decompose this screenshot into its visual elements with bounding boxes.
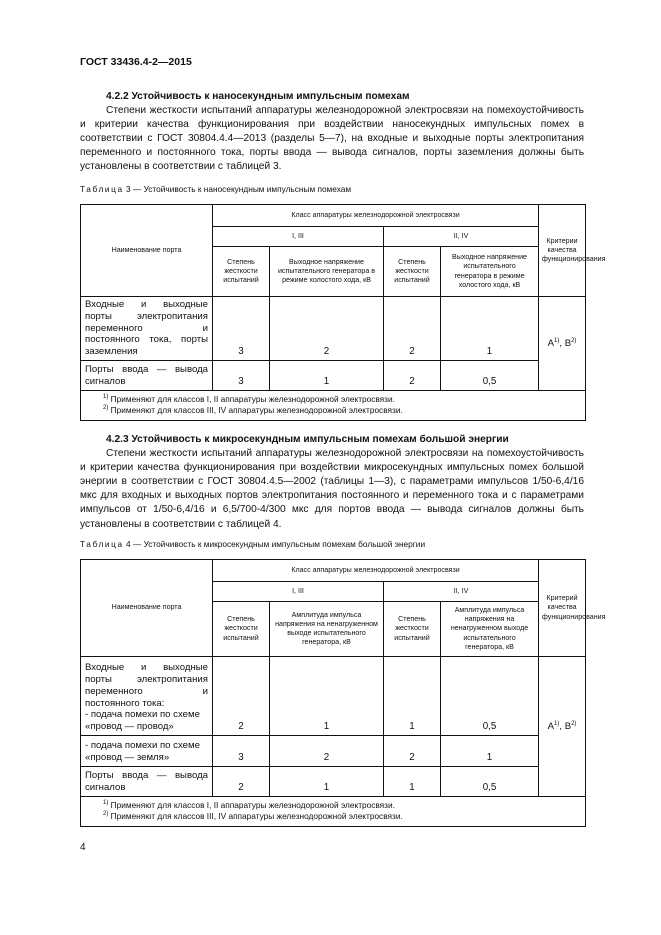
caption-text: 3 — Устойчивость к наносекундным импульсным помехам [126,184,352,194]
col-header-degree: Степень жесткости испытаний [384,247,441,297]
table-row [81,360,586,390]
cell-value: 1 [270,657,384,736]
section-heading: 4.2.2 Устойчивость к наносекундным импульсным помехам [106,91,410,102]
col-header-class: Класс аппаратуры железнодорожной электросвязи [213,560,539,582]
section-paragraph: Степени жесткости испытаний аппаратуры железнодорожной электросвязи на помехоустойчивость и критерии качества функционирования при воздействии микросекундных импульсных помех большой энергии в соответствии с ГОСТ 30804.4.5—2002 (таблицы 1—3), с параметрами импульсов 1/50-6,4/16 мкс для входных и выходных портов электропитания постоянного и переменного тока и с параметрами импульсов от 1/50-6,4/16 и 6,5/700-4/300 мкс для портов ввода — вывода сигналов должны быть установлены в соответствии с таблицей 4. [80,448,584,530]
col-header-port: Наименование порта [81,560,213,657]
class-group-2: II, IV [384,582,539,602]
col-header-voltage: Выходное напряжение испытательного генератора в режиме холостого хода, кВ [441,247,539,297]
section-4-2-2 [80,90,584,175]
cell-value: 1 [384,657,441,736]
cell-value: 0,5 [441,657,539,736]
cell-value: 1 [270,767,384,797]
col-header-degree: Степень жесткости испытаний [384,602,441,657]
caption-word: Таблица [80,539,124,549]
cell-value: 3 [213,736,270,767]
criteria-cell: $A^{1)}$, $B^{2)}$ [539,297,586,391]
class-group-1: I, III [213,582,384,602]
port-name: Входные и выходные порты электропитания переменного и постоянного тока: - подача помехи по схеме «провод — провод» [81,657,213,736]
criteria-cell: $A^{1)}$, $B^{2)}$ [539,657,586,797]
col-header-criteria: Критерий качества функционирования [539,560,586,657]
cell-value: 0,5 [441,360,539,390]
section-heading: 4.2.3 Устойчивость к микросекундным импульсным помехам большой энергии [106,434,509,445]
table-footnotes [81,797,586,827]
table-row [81,297,586,361]
cell-value: 3 [213,360,270,390]
footnote-1: $^{1)}$ Применяют для классов I, II аппаратуры железнодорожной электросвязи. [103,393,395,404]
port-name: - подача помехи по схеме «провод — земля» [81,736,213,767]
table4-caption [80,539,425,549]
section-4-2-3 [80,433,584,532]
port-name: Входные и выходные порты электропитания переменного и постоянного тока, порты заземления [81,297,213,361]
col-header-voltage: Выходное напряжение испытательного генератора в режиме холостого хода, кВ [270,247,384,297]
cell-value: 2 [384,360,441,390]
standard-header: ГОСТ 33436.4-2—2015 [80,56,192,68]
footnote-1: $^{1)}$ Применяют для классов I, II аппаратуры железнодорожной электросвязи. [103,800,395,810]
caption-text: 4 — Устойчивость к микросекундным импульсным помехам большой энергии [126,539,426,549]
table-row [81,736,586,767]
class-group-2: II, IV [384,227,539,247]
section-paragraph: Степени жесткости испытаний аппаратуры железнодорожной электросвязи на помехоустойчивость и критерии качества функционирования при воздействии наносекундных импульсных помех в соответствии с ГОСТ 30804.4.4—2013 (разделы 5—7), на входные и выходные порты электропитания переменного и постоянного тока, порты ввода — вывода сигналов, порты заземления должны быть установлены в соответствии с таблицей 3. [80,105,584,173]
footnote-2: $^{2)}$ Применяют для классов III, IV аппаратуры железнодорожной электросвязи. [103,811,403,822]
col-header-class: Класс аппаратуры железнодорожной электросвязи [213,205,539,227]
port-name: Порты ввода — вывода сигналов [81,767,213,797]
table-row [81,767,586,797]
cell-value: 2 [384,297,441,361]
col-header-degree: Степень жесткости испытаний [213,247,270,297]
table-row [81,657,586,736]
col-header-port: Наименование порта [81,205,213,297]
cell-value: 1 [441,297,539,361]
cell-value: 1 [384,767,441,797]
footnote-2: $^{2)}$ Применяют для классов III, IV аппаратуры железнодорожной электросвязи. [103,405,403,416]
table3-caption [80,184,351,194]
caption-word: Таблица [80,184,124,194]
cell-value: 2 [384,736,441,767]
col-header-amplitude: Амплитуда импульса напряжения на ненагруженном выходе испытательного генератора, кВ [270,602,384,657]
cell-value: 3 [213,297,270,361]
page-number: 4 [80,842,86,853]
cell-value: 2 [270,736,384,767]
cell-value: 2 [270,297,384,361]
col-header-criteria: Критерии качества функционирования [539,205,586,297]
class-group-1: I, III [213,227,384,247]
col-header-amplitude: Амплитуда импульса напряжения на ненагруженном выходе испытательного генератора, кВ [441,602,539,657]
table-4 [80,559,606,827]
cell-value: 1 [441,736,539,767]
table-3 [80,204,606,421]
cell-value: 1 [270,360,384,390]
cell-value: 0,5 [441,767,539,797]
cell-value: 2 [213,767,270,797]
table-footnotes [81,390,586,420]
cell-value: 2 [213,657,270,736]
port-name: Порты ввода — вывода сигналов [81,360,213,390]
col-header-degree: Степень жесткости испытаний [213,602,270,657]
